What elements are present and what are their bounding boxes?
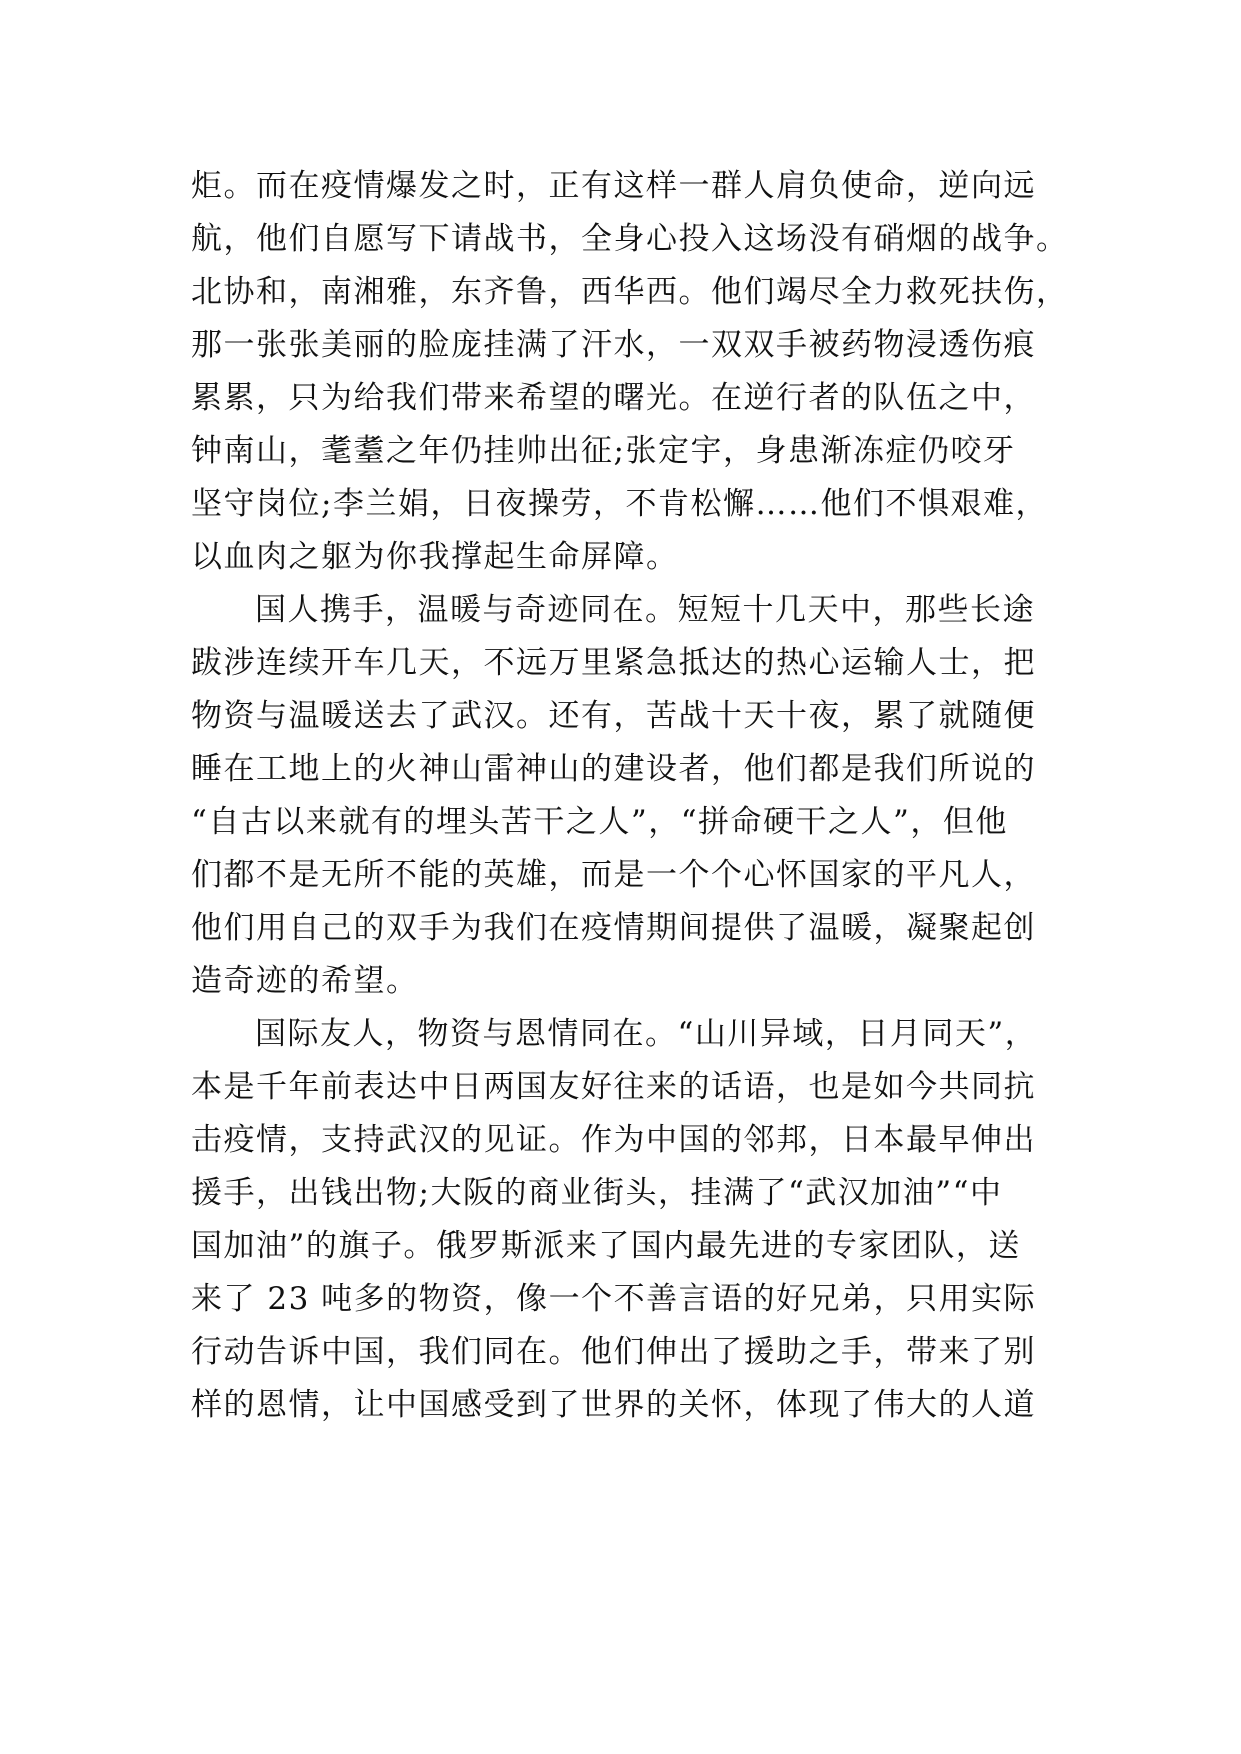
text-line: 国加油”的旗子。俄罗斯派来了国内最先进的专家团队，送 bbox=[191, 1228, 1021, 1264]
text-line: 国人携手，温暖与奇迹同在。短短十几天中，那些长途 bbox=[255, 592, 1035, 628]
text-line: 造奇迹的希望。 bbox=[191, 963, 419, 999]
text-line: 炬。而在疫情爆发之时，正有这样一群人肩负使命，逆向远 bbox=[191, 168, 1036, 204]
text-line: 累累，只为给我们带来希望的曙光。在逆行者的队伍之中， bbox=[191, 380, 1036, 416]
text-line: 们都不是无所不能的英雄，而是一个个心怀国家的平凡人， bbox=[191, 857, 1036, 893]
text-line: 国际友人，物资与恩情同在。“山川异域，日月同天”， bbox=[255, 1016, 1038, 1052]
text-line: 那一张张美丽的脸庞挂满了汗水，一双双手被药物浸透伤痕 bbox=[191, 327, 1036, 363]
text-line: 北协和，南湘雅，东齐鲁，西华西。他们竭尽全力救死扶伤， bbox=[191, 274, 1069, 310]
paragraph-countrymen bbox=[191, 584, 1061, 1008]
document-body bbox=[191, 160, 1069, 1432]
text-line: 行动告诉中国，我们同在。他们伸出了援助之手，带来了别 bbox=[191, 1334, 1036, 1370]
text-line: 钟南山，耄耋之年仍挂帅出征;张定宇，身患渐冻症仍咬牙 bbox=[191, 433, 1016, 469]
text-line: 睡在工地上的火神山雷神山的建设者，他们都是我们所说的 bbox=[191, 751, 1036, 787]
text-line: 击疫情，支持武汉的见证。作为中国的邻邦，日本最早伸出 bbox=[191, 1122, 1036, 1158]
text-line: 本是千年前表达中日两国友好往来的话语，也是如今共同抗 bbox=[191, 1069, 1036, 1105]
paragraph-international-friends bbox=[191, 1008, 1061, 1432]
text-line: 航，他们自愿写下请战书，全身心投入这场没有硝烟的战争。 bbox=[191, 221, 1069, 257]
text-line: 援手，出钱出物;大阪的商业街头，挂满了“武汉加油”“中 bbox=[191, 1175, 1003, 1211]
text-line: 以血肉之躯为你我撑起生命屏障。 bbox=[191, 539, 679, 575]
text-line: 坚守岗位;李兰娟，日夜操劳，不肯松懈……他们不惧艰难， bbox=[191, 486, 1048, 522]
text-line: “自古以来就有的埋头苦干之人”，“拼命硬干之人”，但他 bbox=[191, 804, 1008, 840]
text-line: 来了 23 吨多的物资，像一个不善言语的好兄弟，只用实际 bbox=[191, 1281, 1037, 1317]
text-line: 他们用自己的双手为我们在疫情期间提供了温暖，凝聚起创 bbox=[191, 910, 1036, 946]
paragraph-medical-workers bbox=[191, 160, 1069, 584]
text-line: 物资与温暖送去了武汉。还有，苦战十天十夜，累了就随便 bbox=[191, 698, 1036, 734]
text-line: 样的恩情，让中国感受到了世界的关怀，体现了伟大的人道 bbox=[191, 1387, 1036, 1423]
text-line: 跋涉连续开车几天，不远万里紧急抵达的热心运输人士，把 bbox=[191, 645, 1036, 681]
